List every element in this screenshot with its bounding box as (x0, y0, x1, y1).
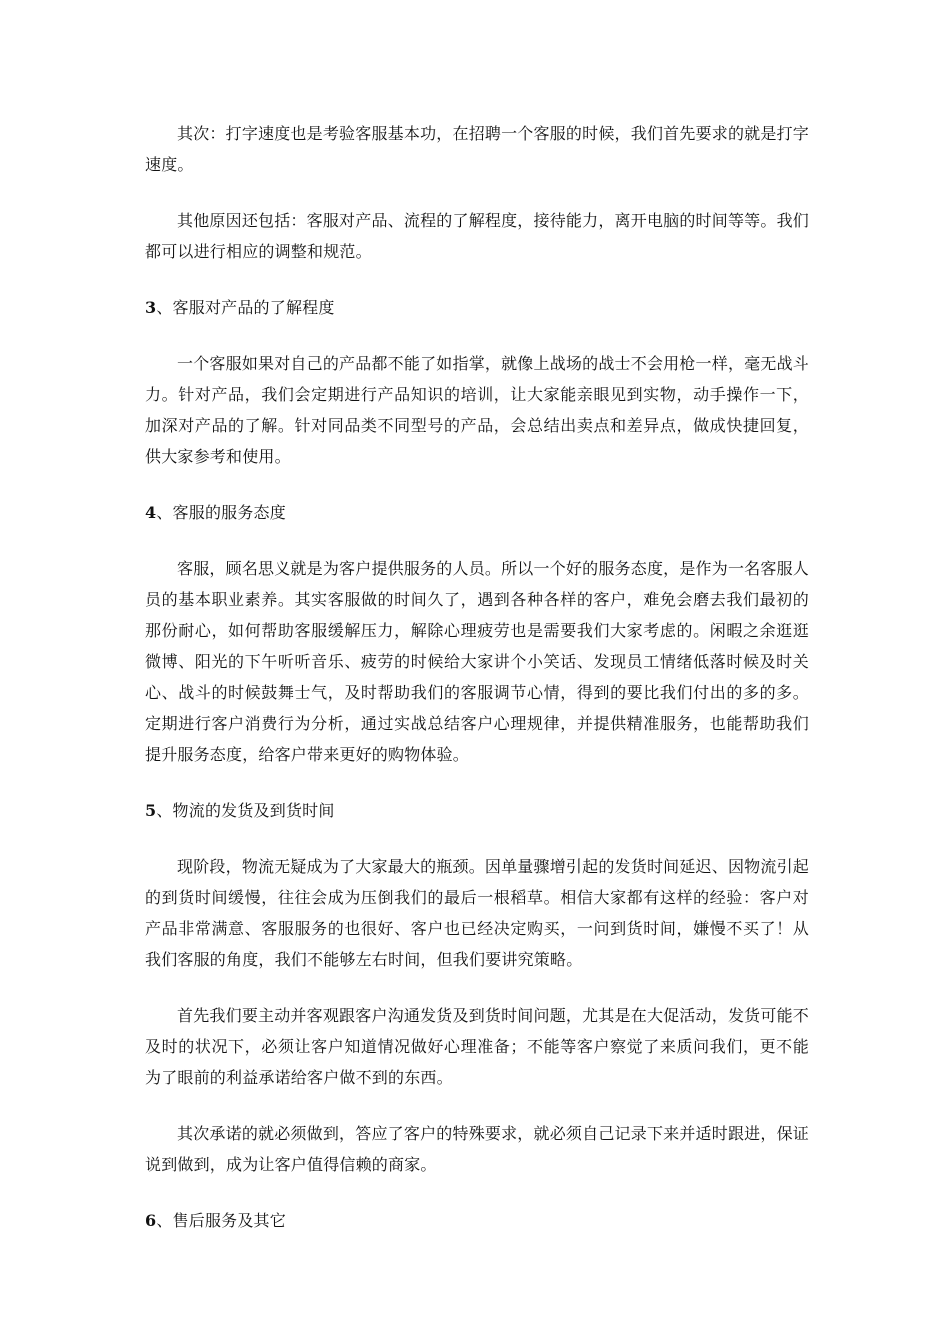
section-title: 、物流的发货及到货时间 (156, 801, 335, 820)
section-heading-4 (145, 497, 809, 528)
document-body (145, 118, 809, 1261)
paragraph-logistics: 现阶段，物流无疑成为了大家最大的瓶颈。因单量骤增引起的发货时间延迟、因物流引起的到货时间缓慢，往往会成为压倒我们的最后一根稻草。相信大家都有这样的经验：客户对产品非常满意、客服服务的也很好、客户也已经决定购买，一问到货时间，嫌慢不买了！从我们客服的角度，我们不能够左右时间，但我们要讲究策略。 (145, 857, 809, 969)
section-number: 6 (145, 1211, 157, 1230)
section-title: 、售后服务及其它 (156, 1211, 286, 1230)
section-number: 4 (145, 503, 157, 522)
paragraph-communication: 首先我们要主动并客观跟客户沟通发货及到货时间问题，尤其是在大促活动，发货可能不及时的状况下，必须让客户知道情况做好心理准备；不能等客户察觉了来质问我们，更不能为了眼前的利益承诺给客户做不到的东西。 (145, 1006, 809, 1087)
section-heading-3 (145, 292, 809, 323)
section-heading-6 (145, 1205, 809, 1236)
paragraph-promise: 其次承诺的就必须做到，答应了客户的特殊要求，就必须自己记录下来并适时跟进，保证说到做到，成为让客户值得信赖的商家。 (145, 1124, 809, 1174)
section-title: 、客服的服务态度 (156, 503, 286, 522)
paragraph-typing-speed: 其次：打字速度也是考验客服基本功，在招聘一个客服的时候，我们首先要求的就是打字速度。 (145, 124, 809, 174)
section-number: 5 (145, 801, 157, 820)
section-title: 、客服对产品的了解程度 (156, 298, 335, 317)
section-number: 3 (145, 298, 157, 317)
paragraph-service-attitude: 客服，顾名思义就是为客户提供服务的人员。所以一个好的服务态度，是作为一名客服人员的基本职业素养。其实客服做的时间久了，遇到各种各样的客户，难免会磨去我们最初的那份耐心，如何帮助客服缓解压力，解除心理疲劳也是需要我们大家考虑的。闲暇之余逛逛微博、阳光的下午听听音乐、疲劳的时候给大家讲个小笑话、发现员工情绪低落时候及时关心、战斗的时候鼓舞士气，及时帮助我们的客服调节心情，得到的要比我们付出的多的多。定期进行客户消费行为分析，通过实战总结客户心理规律，并提供精准服务，也能帮助我们提升服务态度，给客户带来更好的购物体验。 (145, 559, 809, 764)
paragraph-other-reasons: 其他原因还包括：客服对产品、流程的了解程度，接待能力，离开电脑的时间等等。我们都可以进行相应的调整和规范。 (145, 211, 809, 261)
paragraph-product-knowledge: 一个客服如果对自己的产品都不能了如指掌，就像上战场的战士不会用枪一样，毫无战斗力。针对产品，我们会定期进行产品知识的培训，让大家能亲眼见到实物，动手操作一下，加深对产品的了解。针对同品类不同型号的产品，会总结出卖点和差异点，做成快捷回复，供大家参考和使用。 (145, 354, 809, 466)
section-heading-5 (145, 795, 809, 826)
